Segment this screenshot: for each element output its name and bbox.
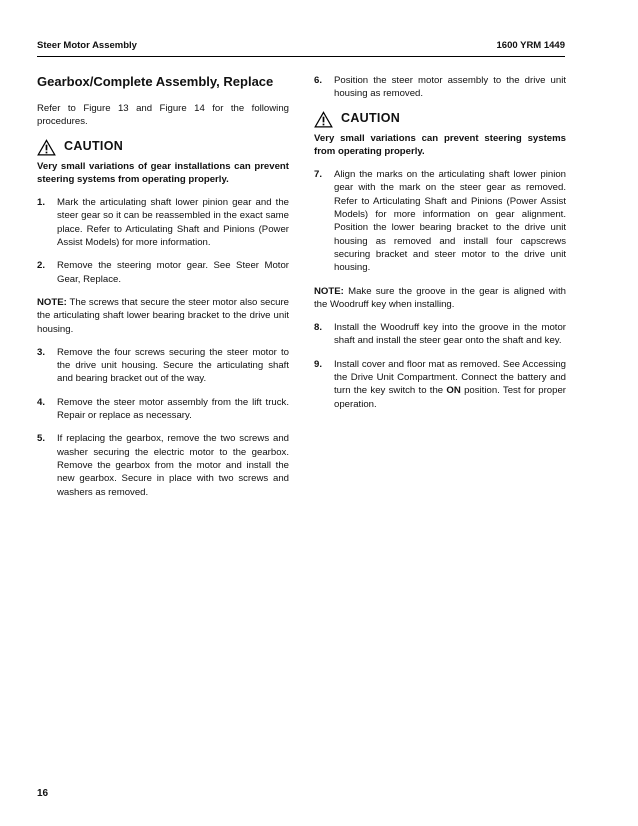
step-number: 4. bbox=[37, 396, 46, 408]
caution-label: CAUTION bbox=[64, 139, 124, 154]
step-text: Position the steer motor assembly to the drive unit housing as removed. bbox=[334, 75, 566, 100]
step-number: 5. bbox=[37, 433, 46, 445]
step-9 bbox=[314, 358, 566, 411]
step-number: 7. bbox=[314, 169, 323, 181]
step-text-part: position. Test for proper operation. bbox=[334, 385, 566, 410]
caution-header bbox=[37, 139, 289, 156]
running-header-title: Steer Motor Assembly bbox=[37, 40, 137, 51]
warning-triangle-icon bbox=[314, 111, 333, 128]
caution-text: Very small variations of gear installations can prevent steering systems from operating properly. bbox=[37, 160, 289, 185]
step-text: Align the marks on the articulating shaft lower pinion gear with the mark on the steer gear as removed. Refer to Articulating Shaft and Pinions (Power Assist Models) for more information on gear alignment. Position the lower bearing bracket to the drive unit housing as removed and install four capscrews securing bracket and steer motor to the drive unit housing. bbox=[334, 169, 566, 274]
step-text bbox=[334, 358, 566, 411]
caution-header bbox=[314, 111, 566, 128]
step-text-part: Install cover and floor mat as removed. See Accessing the Drive Unit Compartment. Connect the battery and turn the key switch to the bbox=[334, 358, 566, 397]
step-number: 2. bbox=[37, 260, 46, 272]
step-2 bbox=[37, 259, 289, 286]
step-8 bbox=[314, 321, 566, 348]
step-7 bbox=[314, 168, 566, 274]
step-3 bbox=[37, 346, 289, 386]
note-paragraph bbox=[37, 296, 289, 336]
intro-paragraph: Refer to Figure 13 and Figure 14 for the following procedures. bbox=[37, 103, 289, 128]
caution-label: CAUTION bbox=[341, 111, 401, 126]
step-text: If replacing the gearbox, remove the two screws and washer securing the electric motor to the gearbox. Remove the gearbox from the motor and install the new gearbox. Secure in place with two screws and washers as removed. bbox=[57, 433, 289, 498]
step-text: Remove the four screws securing the steer motor to the drive unit housing. Secure the articulating shaft and bearing bracket out of the way. bbox=[57, 346, 289, 385]
step-5 bbox=[37, 432, 289, 498]
note-label: NOTE: bbox=[314, 285, 344, 297]
step-number: 6. bbox=[314, 75, 323, 86]
step-number: 9. bbox=[314, 358, 323, 370]
step-1 bbox=[37, 196, 289, 249]
step-number: 1. bbox=[37, 197, 46, 209]
note-text: Make sure the groove in the gear is aligned with the Woodruff key when installing. bbox=[314, 285, 566, 310]
note-text: The screws that secure the steer motor also secure the articulating shaft lower bearing bracket to the drive unit housing. bbox=[37, 296, 289, 335]
note-label: NOTE: bbox=[37, 296, 67, 308]
step-text: Remove the steering motor gear. See Steer Motor Gear, Replace. bbox=[57, 260, 289, 285]
step-text: Install the Woodruff key into the groove in the motor shaft and install the steer gear onto the shaft and key. bbox=[334, 322, 566, 347]
step-6 bbox=[314, 74, 566, 101]
page-number: 16 bbox=[37, 788, 49, 799]
step-4 bbox=[37, 396, 289, 423]
step-text: Remove the steer motor assembly from the lift truck. Repair or replace as necessary. bbox=[57, 396, 289, 422]
step-number: 3. bbox=[37, 346, 46, 358]
right-column bbox=[314, 74, 566, 421]
running-header-doc-number: 1600 YRM 1449 bbox=[496, 40, 565, 51]
header-rule bbox=[37, 56, 565, 57]
note-paragraph bbox=[314, 285, 566, 312]
caution-text: Very small variations can prevent steering systems from operating properly. bbox=[314, 132, 566, 157]
section-heading: Gearbox/Complete Assembly, Replace bbox=[37, 74, 274, 89]
on-position-label: ON bbox=[446, 385, 461, 397]
left-column bbox=[37, 74, 289, 509]
warning-triangle-icon bbox=[37, 139, 56, 156]
step-text: Mark the articulating shaft lower pinion gear and the steer gear so it can be reassembled in the exact same place. Refer to Articulating Shaft and Pinions (Power Assist Models) for more information. bbox=[57, 197, 289, 249]
step-number: 8. bbox=[314, 322, 323, 334]
